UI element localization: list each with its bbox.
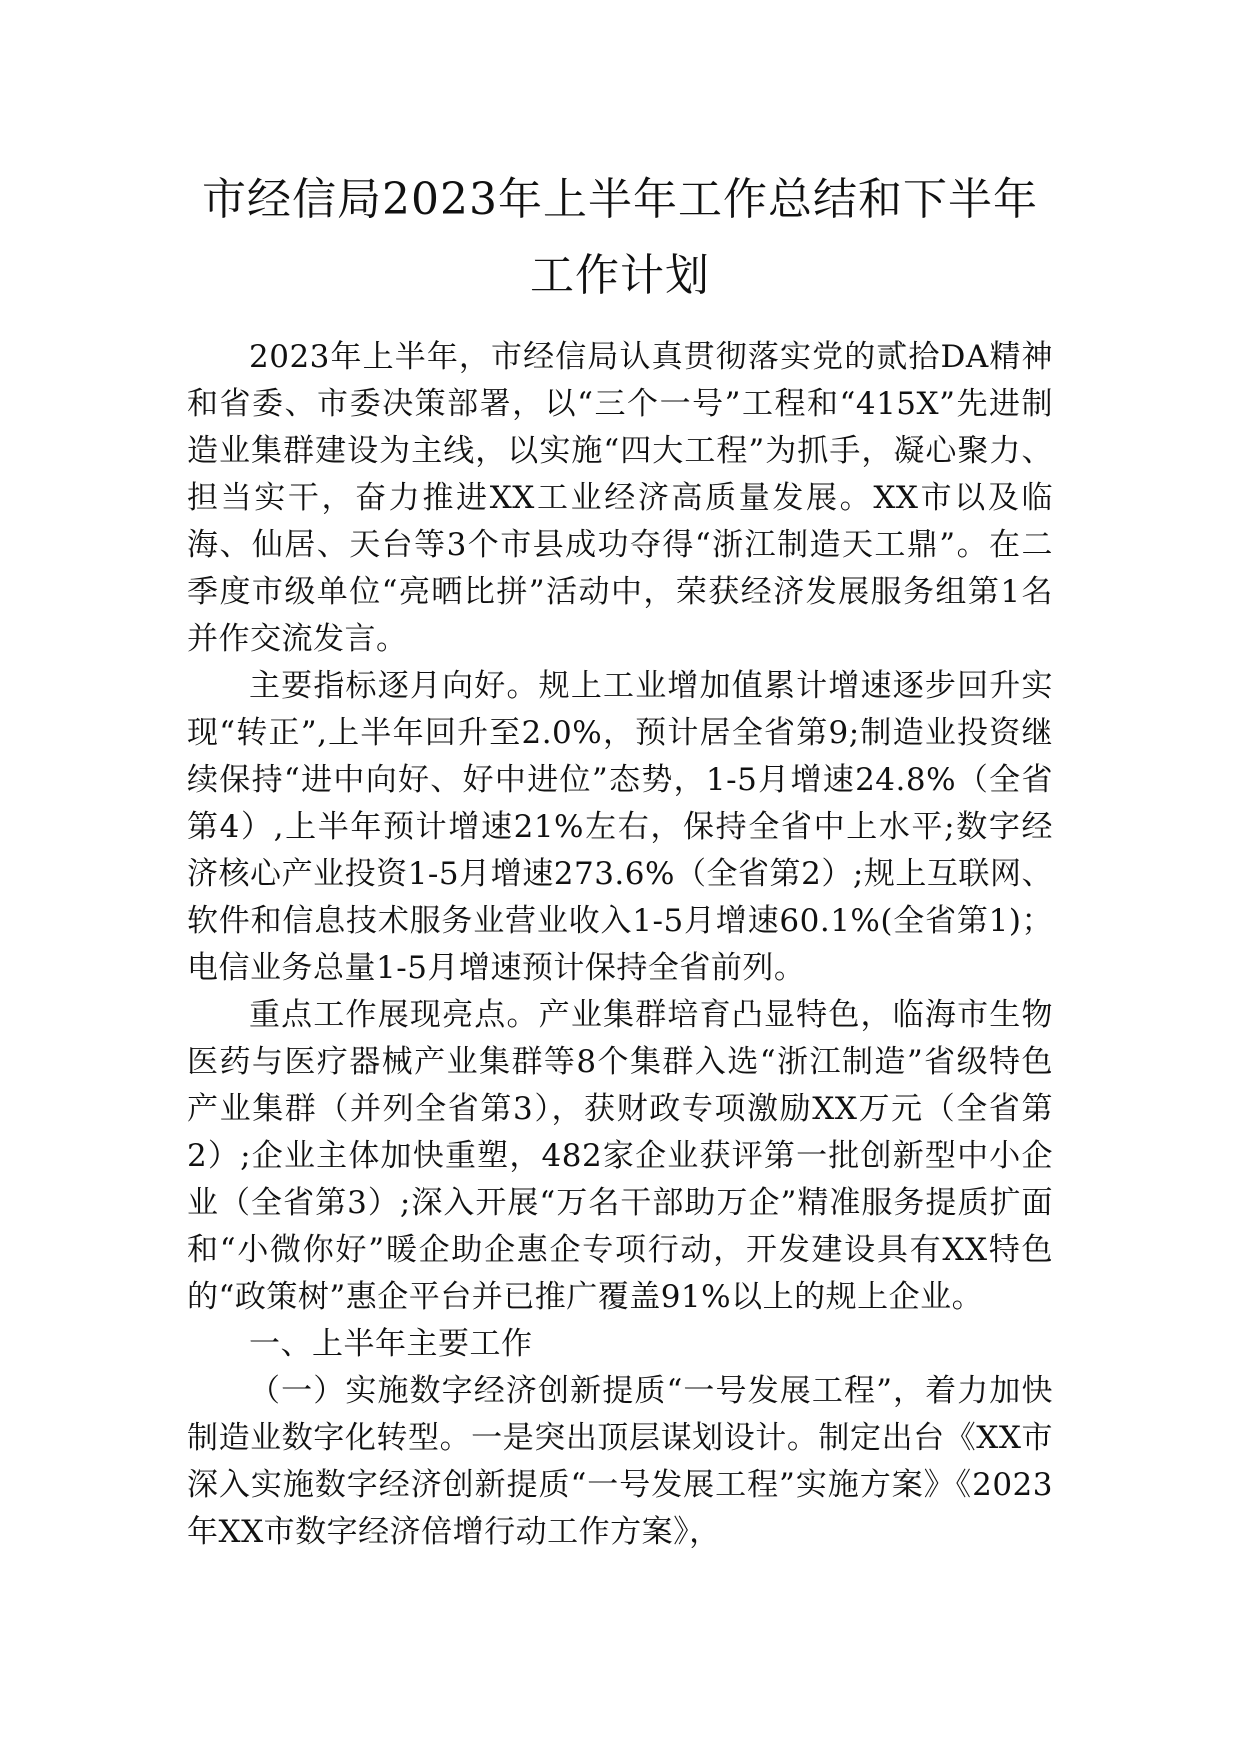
intro-paragraph: 2023年上半年，市经信局认真贯彻落实党的贰拾DA精神和省委、市委决策部署，以“三个一号”工程和“415X”先进制造业集群建设为主线，以实施“四大工程”为抓手，凝心聚力、担当实干，奋力推进XX工业经济高质量发展。XX市以及临海、仙居、天台等3个市县成功夺得“浙江制造天工鼎”。在二季度市级单位“亮晒比拼”活动中，荣获经济发展服务组第1名并作交流发言。 [187,339,1053,657]
indicators-paragraph: 主要指标逐月向好。规上工业增加值累计增速逐步回升实现“转正”,上半年回升至2.0%，预计居全省第9;制造业投资继续保持“进中向好、好中进位”态势，1-5月增速24.8%（全省第4）,上半年预计增速21%左右，保持全省中上水平;数字经济核心产业投资1-5月增速273.6%（全省第2）;规上互联网、软件和信息技术服务业营业收入1-5月增速60.1%(全省第1)；电信业务总量1-5月增速预计保持全省前列。 [187,668,1053,986]
highlights-paragraph: 重点工作展现亮点。产业集群培育凸显特色，临海市生物医药与医疗器械产业集群等8个集群入选“浙江制造”省级特色产业集群（并列全省第3），获财政专项激励XX万元（全省第2）;企业主体加快重塑，482家企业获评第一批创新型中小企业（全省第3）;深入开展“万名干部助万企”精准服务提质扩面和“小微你好”暖企助企惠企专项行动，开发建设具有XX特色的“政策树”惠企平台并已推广覆盖91%以上的规上企业。 [187,997,1053,1315]
subsection-paragraph: （一）实施数字经济创新提质“一号发展工程”，着力加快制造业数字化转型。一是突出顶层谋划设计。制定出台《XX市深入实施数字经济创新提质“一号发展工程”实施方案》《2023年XX市数字经济倍增行动工作方案》， [187,1373,1053,1550]
title-line-1: 市经信局2023年上半年工作总结和下半年 [202,174,1038,225]
section-heading: 一、上半年主要工作 [249,1326,533,1362]
document-title [150,162,1090,314]
title-line-2: 工作计划 [530,250,710,301]
document-body [187,334,1053,1556]
